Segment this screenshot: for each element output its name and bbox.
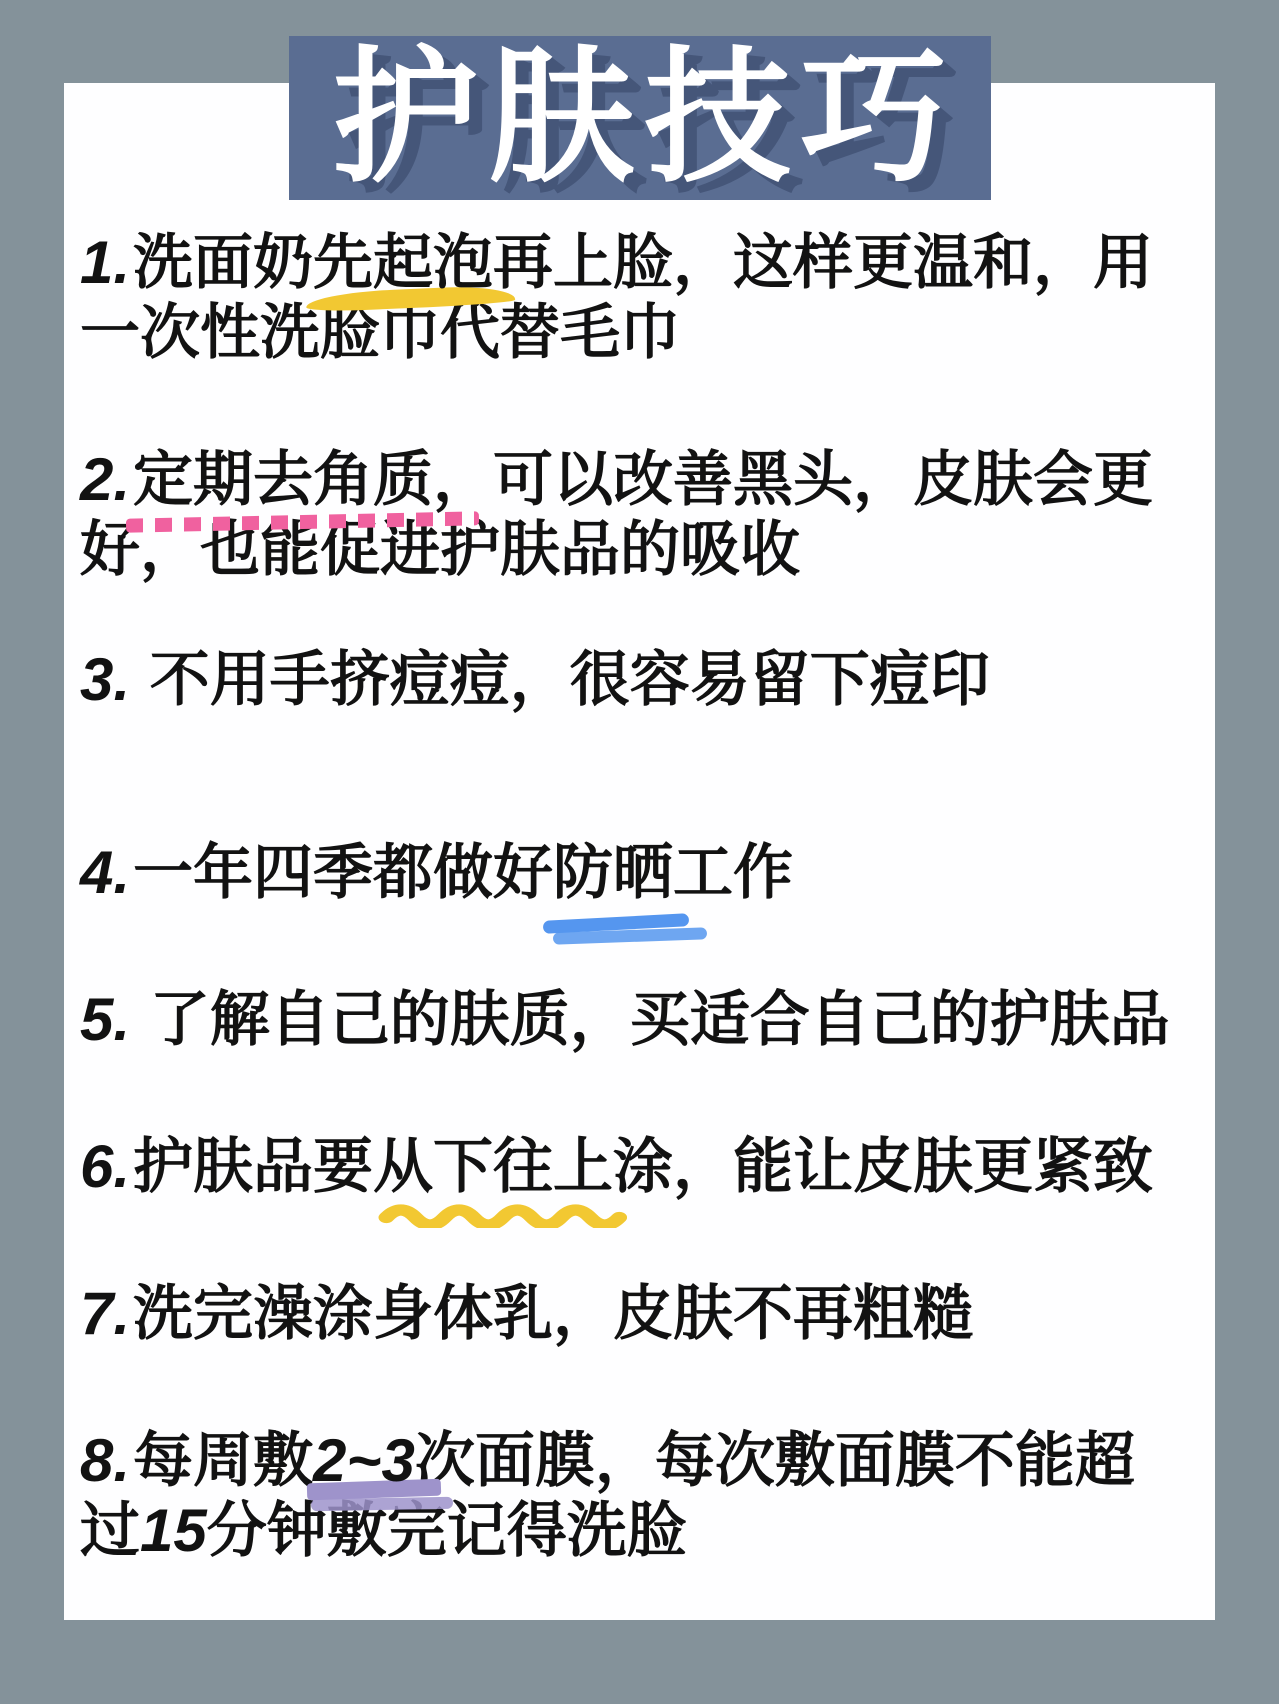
- tip-highlighted-text: 2~3: [313, 1427, 415, 1494]
- tip-text: 洗面奶: [133, 229, 314, 296]
- tip-text: 可以改善黑头，皮肤会更好，也能促进护肤品的吸收: [80, 446, 1154, 583]
- tip-number: 4.: [80, 839, 131, 906]
- title-banner: [289, 36, 991, 200]
- tips-list: [80, 228, 1184, 1566]
- page-title: 护肤技巧: [332, 36, 957, 199]
- tip-number: 8.: [80, 1427, 131, 1494]
- tip-item-2: [80, 445, 1184, 585]
- tip-number: 5.: [80, 986, 131, 1053]
- tip-item-8: [80, 1426, 1184, 1566]
- tip-text: 护肤品要: [133, 1133, 374, 1200]
- tip-text: 涂，能让皮肤更紧致: [613, 1133, 1154, 1200]
- tip-text: 了解自己的肤质，买适合自己的护肤品: [133, 986, 1170, 1053]
- tip-item-1: [80, 228, 1184, 368]
- tip-text: 洗完澡涂身体乳，皮肤不再粗糙: [133, 1280, 974, 1347]
- tip-highlighted-text: 从下往上: [373, 1133, 613, 1200]
- tip-item-7: [80, 1279, 1184, 1349]
- tip-text: 不用手挤痘痘，很容易留下痘印: [133, 646, 990, 713]
- tip-text: 一年四季都做好: [133, 839, 554, 906]
- tip-item-3: [80, 645, 1184, 715]
- tip-highlighted-text: 定期去角质，: [133, 446, 494, 513]
- tip-item-5: [80, 985, 1184, 1055]
- tip-text: 15: [140, 1497, 207, 1564]
- tip-item-6: [80, 1132, 1184, 1202]
- tip-text: 工作: [673, 839, 794, 906]
- tip-item-4: [80, 838, 1184, 908]
- tip-text: 分钟敷完记得洗脸: [206, 1497, 687, 1564]
- tip-number: 1.: [80, 229, 131, 296]
- tip-text: 次面膜，每次敷面膜不能超过: [80, 1427, 1135, 1564]
- tip-highlighted-text: 防晒: [553, 839, 674, 906]
- tip-number: 7.: [80, 1280, 131, 1347]
- tip-highlighted-text: 先起泡: [313, 229, 494, 296]
- tip-text: 再上脸，这样更温和，用一次性洗脸巾代替毛巾: [80, 229, 1154, 366]
- tip-number: 3.: [80, 646, 131, 713]
- tip-number: 6.: [80, 1133, 131, 1200]
- tip-text: 每周敷: [133, 1427, 314, 1494]
- tip-number: 2.: [80, 446, 131, 513]
